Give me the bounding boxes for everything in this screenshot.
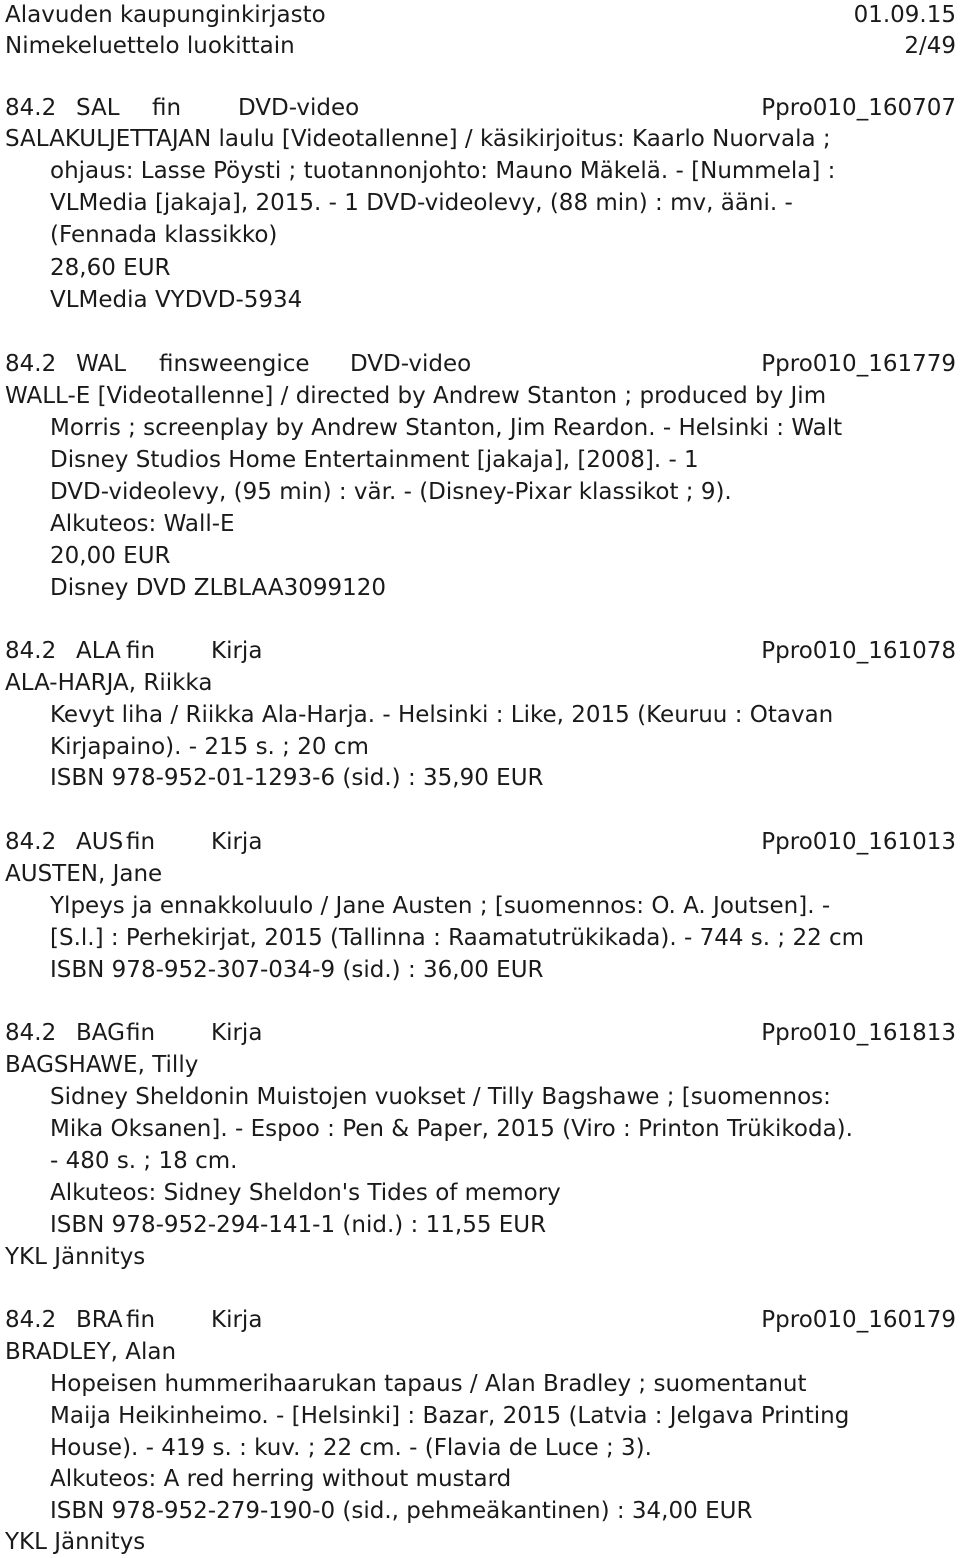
language: fin — [126, 1020, 156, 1046]
entry-author: AUSTEN, Jane — [5, 861, 163, 887]
material-type: Kirja — [211, 638, 263, 664]
class-number: 84.2 — [5, 95, 57, 121]
language: fin — [152, 95, 182, 121]
class-number: 84.2 — [5, 829, 57, 855]
record-id: Ppro010_160179 — [761, 1307, 956, 1333]
entry-line: Kirjapaino). - 215 s. ; 20 cm — [50, 734, 369, 760]
entry-line: VLMedia [jakaja], 2015. - 1 DVD-videolevy, (88 min) : mv, ääni. - — [50, 190, 793, 216]
record-id: Ppro010_161013 — [761, 829, 956, 855]
shelf-code: SAL — [76, 95, 120, 121]
entry-genre: YKL Jännitys — [5, 1244, 146, 1270]
entry-price: 28,60 EUR — [50, 255, 171, 281]
entry-line: Disney DVD ZLBLAA3099120 — [50, 575, 387, 601]
entry-line: Morris ; screenplay by Andrew Stanton, Jim Reardon. - Helsinki : Walt — [50, 415, 843, 441]
language: fin — [126, 1307, 156, 1333]
entry-line: Mika Oksanen]. - Espoo : Pen & Paper, 2015 (Viro : Printon Trükikoda). — [50, 1116, 853, 1142]
entry-isbn: ISBN 978-952-307-034-9 (sid.) : 36,00 EUR — [50, 957, 544, 983]
entry-author: ALA-HARJA, Riikka — [5, 670, 213, 696]
entry-line: House). - 419 s. : kuv. ; 22 cm. - (Flavia de Luce ; 3). — [50, 1435, 652, 1461]
entry-heading — [5, 349, 956, 379]
class-number: 84.2 — [5, 638, 57, 664]
class-number: 84.2 — [5, 1307, 57, 1333]
entry-line: VLMedia VYDVD-5934 — [50, 287, 303, 313]
entry-line: WALL-E [Videotallenne] / directed by Andrew Stanton ; produced by Jim — [5, 383, 827, 409]
entry-line: Maija Heikinheimo. - [Helsinki] : Bazar, 2015 (Latvia : Jelgava Printing — [50, 1403, 850, 1429]
shelf-code: ALA — [76, 638, 121, 664]
list-title: Nimekeluettelo luokittain — [5, 33, 295, 59]
entry-line: Kevyt liha / Riikka Ala-Harja. - Helsinki : Like, 2015 (Keuruu : Otavan — [50, 702, 834, 728]
record-id: Ppro010_161813 — [761, 1020, 956, 1046]
entry-price: 20,00 EUR — [50, 543, 171, 569]
shelf-code: WAL — [76, 351, 127, 377]
entry-isbn: ISBN 978-952-279-190-0 (sid., pehmeäkantinen) : 34,00 EUR — [50, 1498, 753, 1524]
entry-line: DVD-videolevy, (95 min) : vär. - (Disney-Pixar klassikot ; 9). — [50, 479, 732, 505]
entry-heading — [5, 1018, 956, 1048]
entry-author: BRADLEY, Alan — [5, 1339, 177, 1365]
header-row-2 — [5, 31, 956, 61]
entry-line: Alkuteos: A red herring without mustard — [50, 1466, 512, 1492]
entry-isbn: ISBN 978-952-294-141-1 (nid.) : 11,55 EUR — [50, 1212, 547, 1238]
material-type: Kirja — [211, 829, 263, 855]
entry-line: Disney Studios Home Entertainment [jakaja], [2008]. - 1 — [50, 447, 699, 473]
entry-line: - 480 s. ; 18 cm. — [50, 1148, 238, 1174]
entry-isbn: ISBN 978-952-01-1293-6 (sid.) : 35,90 EUR — [50, 765, 544, 791]
entry-heading — [5, 93, 956, 123]
entry-heading — [5, 636, 956, 666]
entry-line: Hopeisen hummerihaarukan tapaus / Alan Bradley ; suomentanut — [50, 1371, 807, 1397]
shelf-code: AUS — [76, 829, 124, 855]
class-number: 84.2 — [5, 351, 57, 377]
entry-line: [S.l.] : Perhekirjat, 2015 (Tallinna : Raamatutrükikada). - 744 s. ; 22 cm — [50, 925, 865, 951]
shelf-code: BRA — [76, 1307, 123, 1333]
entry-heading — [5, 1305, 956, 1335]
language: fin — [126, 638, 156, 664]
entry-line: ohjaus: Lasse Pöysti ; tuotannonjohto: Mauno Mäkelä. - [Nummela] : — [50, 158, 836, 184]
language: fin — [126, 829, 156, 855]
entry-line: Alkuteos: Sidney Sheldon's Tides of memory — [50, 1180, 561, 1206]
entry-heading — [5, 827, 956, 857]
page-number: 2/49 — [904, 33, 956, 59]
record-id: Ppro010_160707 — [761, 95, 956, 121]
language: finsweengice — [159, 351, 310, 377]
material-type: Kirja — [211, 1020, 263, 1046]
entry-line: SALAKULJETTAJAN laulu [Videotallenne] / käsikirjoitus: Kaarlo Nuorvala ; — [5, 126, 831, 152]
material-type: DVD-video — [350, 351, 472, 377]
library-name: Alavuden kaupunginkirjasto — [5, 2, 326, 28]
entry-line: Sidney Sheldonin Muistojen vuokset / Tilly Bagshawe ; [suomennos: — [50, 1084, 831, 1110]
entry-author: BAGSHAWE, Tilly — [5, 1052, 199, 1078]
material-type: DVD-video — [238, 95, 360, 121]
entry-line: Alkuteos: Wall-E — [50, 511, 235, 537]
record-id: Ppro010_161779 — [761, 351, 956, 377]
entry-line: Ylpeys ja ennakkoluulo / Jane Austen ; [suomennos: O. A. Joutsen]. - — [50, 893, 831, 919]
header-row-1 — [5, 0, 956, 30]
print-date: 01.09.15 — [853, 2, 956, 28]
entry-line: (Fennada klassikko) — [50, 222, 278, 248]
material-type: Kirja — [211, 1307, 263, 1333]
shelf-code: BAG — [76, 1020, 125, 1046]
record-id: Ppro010_161078 — [761, 638, 956, 664]
class-number: 84.2 — [5, 1020, 57, 1046]
entry-genre: YKL Jännitys — [5, 1529, 146, 1555]
